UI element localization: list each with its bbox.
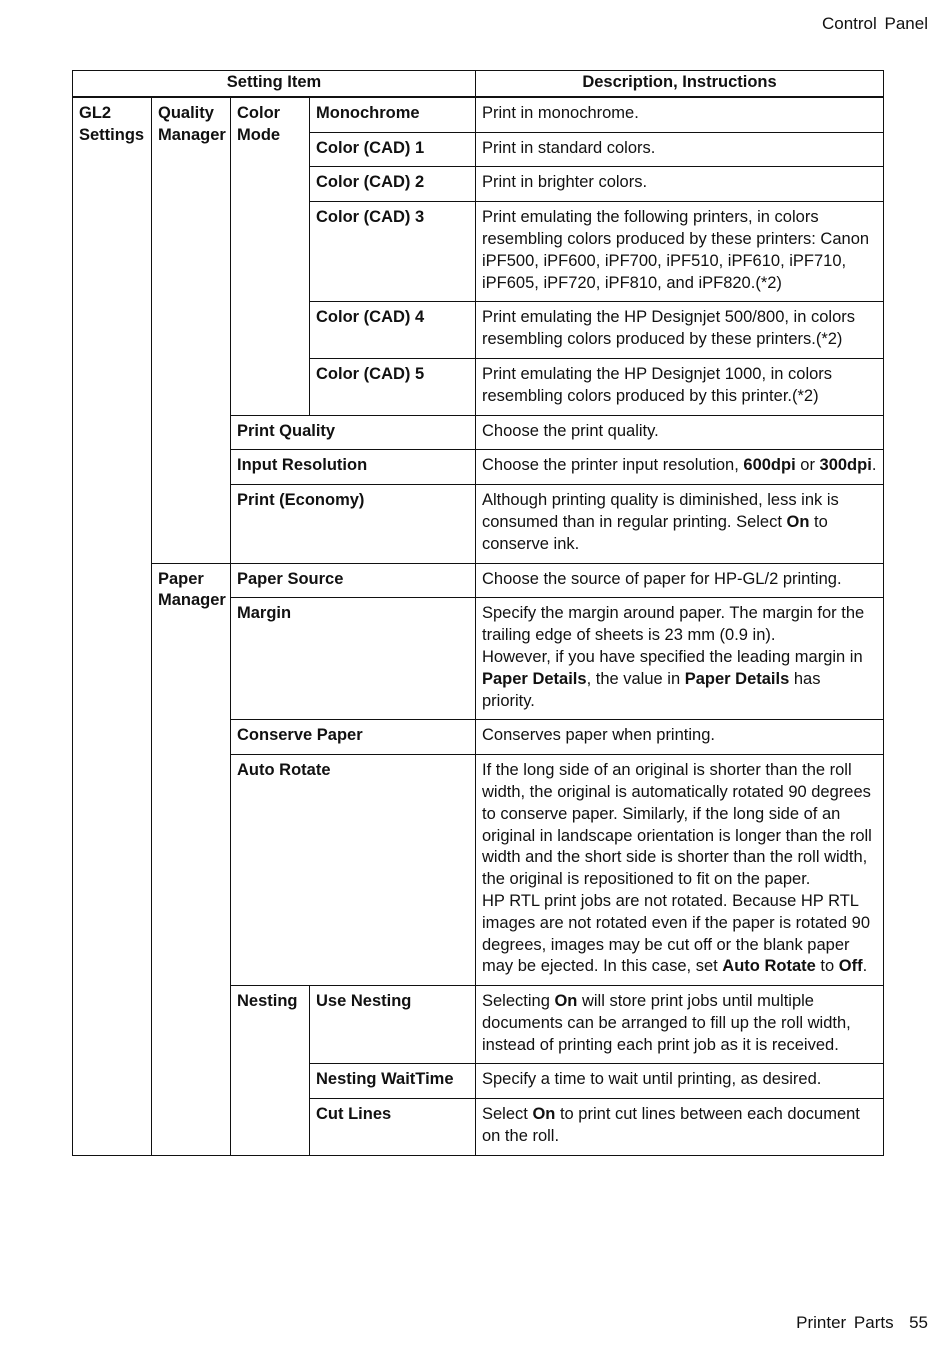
desc-text: . [862,957,868,976]
desc-text: or [795,456,820,475]
desc-print-quality: Choose the print quality. [476,415,884,450]
desc-text: to [815,957,839,976]
section-header: Control Panel [821,14,928,33]
desc-text: to conserve ink. [482,512,828,553]
desc-paper-source: Choose the source of paper for HP-GL/2 printing. [476,563,884,598]
setting-paper-source: Paper Source [231,563,476,598]
desc-cad4: Print emulating the HP Designjet 500/800, in colors resembling colors produced by these printers.(*2) [476,302,884,359]
desc-input-resolution [476,450,884,485]
desc-text: If the long side of an original is shorter than the roll width, the original is automatically rotated 90 degrees to conserve paper. Similarly, if the long side of an original in landscape orientation is longer than the roll width and the short side is shorter than the roll width, the original is repositioned to fit on the paper. [482,761,872,889]
setting-cad3: Color (CAD) 3 [310,202,476,302]
desc-text: . [871,456,877,475]
desc-text: to print cut lines between each document on the roll. [482,1105,860,1146]
setting-cad5: Color (CAD) 5 [310,358,476,415]
setting-conserve-paper: Conserve Paper [231,720,476,755]
desc-cut-lines [476,1099,884,1156]
desc-nesting-waittime: Specify a time to wait until printing, as desired. [476,1064,884,1099]
color-mode-cell: Color Mode [231,97,310,415]
desc-margin [476,598,884,720]
desc-print-economy [476,485,884,563]
paper-manager-cell: Paper Manager [152,563,231,1155]
ref-paper-details: Paper Details [482,669,587,688]
option-on: On [554,992,578,1011]
option-600dpi: 600dpi [743,456,796,475]
desc-conserve-paper: Conserves paper when printing. [476,720,884,755]
table-row [73,563,884,598]
setting-print-quality: Print Quality [231,415,476,450]
footer-label: Printer Parts [796,1313,894,1332]
desc-auto-rotate [476,755,884,986]
setting-input-resolution: Input Resolution [231,450,476,485]
option-on: On [532,1105,556,1124]
option-300dpi: 300dpi [819,456,872,475]
header-setting-item: Setting Item [73,71,476,97]
nesting-cell: Nesting [231,986,310,1156]
ref-paper-details: Paper Details [684,669,790,688]
ref-auto-rotate: Auto Rotate [722,957,816,976]
setting-auto-rotate: Auto Rotate [231,755,476,986]
desc-text: Although printing quality is diminished, less ink is consumed than in regular printing. Select [482,491,839,531]
table-row [73,97,884,132]
desc-text: Choose the printer input resolution, [482,456,744,475]
setting-nesting-waittime: Nesting WaitTime [310,1064,476,1099]
option-on: On [786,512,810,531]
desc-cad2: Print in brighter colors. [476,167,884,202]
desc-cad1: Print in standard colors. [476,132,884,167]
page-footer [796,1313,928,1333]
setting-cad4: Color (CAD) 4 [310,302,476,359]
desc-cad5: Print emulating the HP Designjet 1000, in colors resembling colors produced by this printer.(*2) [476,358,884,415]
desc-monochrome: Print in monochrome. [476,97,884,132]
desc-text: , the value in [586,669,685,688]
setting-margin: Margin [231,598,476,720]
option-off: Off [838,957,863,976]
desc-text: Specify the margin around paper. The margin for the trailing edge of sheets is 23 mm (0.9 in). [482,604,865,645]
desc-use-nesting [476,986,884,1064]
header-description: Description, Instructions [476,71,884,97]
gl2-settings-cell: GL2 Settings [73,97,152,1156]
setting-cut-lines: Cut Lines [310,1099,476,1156]
settings-table [72,70,884,1156]
desc-text: HP RTL print jobs are not rotated. Because HP RTL images are not rotated even if the paper is rotated 90 degrees, images may be cut off or the blank paper may be ejected. In this case, set [482,891,870,976]
desc-text: has priority. [482,669,821,710]
setting-cad1: Color (CAD) 1 [310,132,476,167]
setting-use-nesting: Use Nesting [310,986,476,1064]
setting-print-economy: Print (Economy) [231,485,476,563]
desc-text: Selecting [482,992,555,1011]
desc-text: will store print jobs until multiple documents can be arranged to fill up the roll width, instead of printing each print job as it is received. [482,992,851,1054]
desc-cad3: Print emulating the following printers, in colors resembling colors produced by these printers: Canon iPF500, iPF600, iPF700, iPF510, iPF610, iPF710, iPF605, iPF720, iPF810, and iPF820.(*2) [476,202,884,302]
setting-cad2: Color (CAD) 2 [310,167,476,202]
quality-manager-cell: Quality Manager [152,97,231,563]
page-number: 55 [909,1313,928,1332]
table-header-row [73,71,884,97]
setting-monochrome: Monochrome [310,97,476,132]
desc-text: Select [482,1105,533,1124]
desc-text: However, if you have specified the leading margin in [482,647,863,666]
